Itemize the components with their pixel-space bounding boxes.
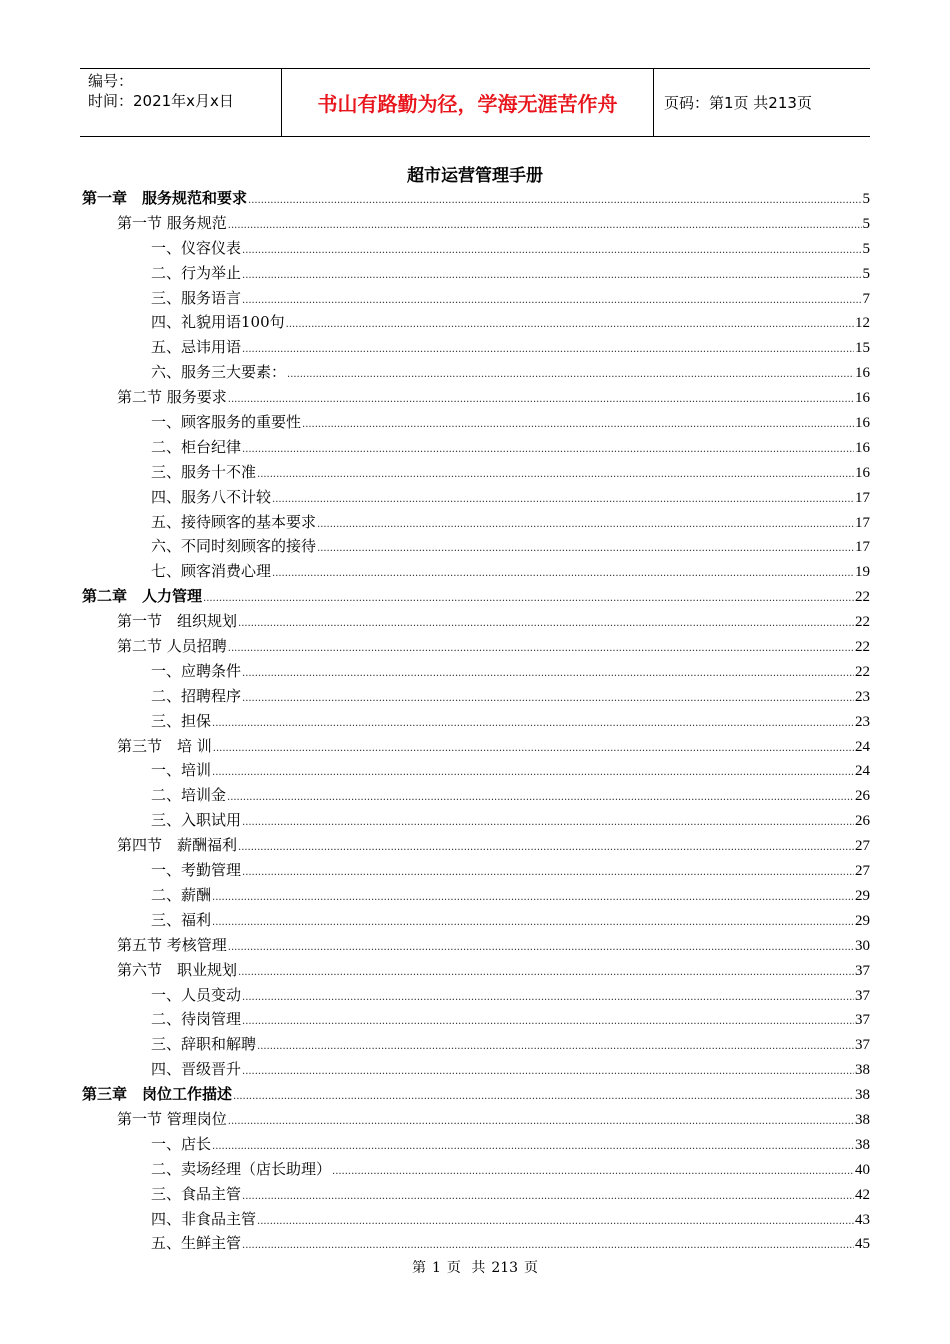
- toc-entry-page: 45: [855, 1236, 870, 1253]
- toc-entry[interactable]: [82, 933, 870, 958]
- toc-entry-page: 29: [855, 887, 870, 904]
- toc-entry-page: 37: [855, 987, 870, 1004]
- toc-entry-page: 5: [862, 191, 870, 207]
- toc-entry-title: 第一章 服务规范和要求: [82, 189, 248, 207]
- toc-leader-dots: [242, 986, 854, 1011]
- toc-leader-dots: [242, 687, 854, 712]
- toc-entry-page: 37: [855, 962, 870, 979]
- toc-leader-dots: [203, 587, 854, 612]
- footer-total-pages: 213: [491, 1260, 519, 1276]
- toc-entry[interactable]: [82, 983, 870, 1008]
- toc-entry-title: 二、卖场经理（店长助理）: [151, 1159, 332, 1178]
- toc-entry[interactable]: [82, 1182, 870, 1207]
- toc-entry-page: 26: [855, 813, 870, 830]
- toc-entry-title: 第二节 服务要求: [117, 388, 227, 407]
- toc-leader-dots: [287, 363, 854, 388]
- toc-entry-title: 二、薪酬: [151, 885, 212, 904]
- toc-leader-dots: [238, 961, 854, 986]
- toc-entry-page: 17: [855, 514, 870, 531]
- toc-leader-dots: [332, 1160, 854, 1185]
- toc-entry-title: 三、福利: [151, 910, 212, 929]
- toc-entry[interactable]: [82, 559, 870, 584]
- toc-entry-title: 四、服务八不计较: [151, 487, 272, 506]
- toc-entry-title: 二、行为举止: [151, 263, 242, 282]
- toc-entry-page: 5: [862, 265, 870, 282]
- toc-leader-dots: [272, 488, 854, 513]
- toc-entry[interactable]: [82, 261, 870, 286]
- toc-entry-title: 六、服务三大要素：: [151, 363, 287, 382]
- toc-entry-title: 一、店长: [151, 1134, 212, 1153]
- toc-entry-page: 30: [855, 937, 870, 954]
- toc-entry[interactable]: [82, 858, 870, 883]
- toc-entry[interactable]: [82, 609, 870, 634]
- toc-leader-dots: [242, 1010, 854, 1035]
- header-meta-cell: [80, 69, 282, 136]
- toc-entry[interactable]: [82, 584, 870, 609]
- toc-entry-page: 19: [855, 564, 870, 581]
- document-title: 超市运营管理手册: [407, 166, 543, 186]
- toc-leader-dots: [286, 313, 854, 338]
- toc-leader-dots: [317, 537, 854, 562]
- toc-entry-page: 24: [855, 738, 870, 755]
- toc-leader-dots: [242, 438, 854, 463]
- toc-entry[interactable]: [82, 485, 870, 510]
- toc-entry-page: 22: [855, 614, 870, 631]
- toc-entry[interactable]: [82, 758, 870, 783]
- toc-entry-page: 29: [855, 912, 870, 929]
- toc-entry-title: 三、担保: [151, 711, 212, 730]
- toc-entry[interactable]: [82, 958, 870, 983]
- toc-leader-dots: [212, 911, 854, 936]
- toc-entry-title: 四、晋级晋升: [151, 1060, 242, 1079]
- page-label-cell: [654, 69, 870, 136]
- toc-entry-page: 38: [855, 1087, 870, 1104]
- toc-leader-dots: [228, 936, 854, 961]
- toc-entry[interactable]: [82, 410, 870, 435]
- toc-entry-page: 17: [855, 489, 870, 506]
- toc-leader-dots: [227, 786, 854, 811]
- toc-entry-title: 一、人员变动: [151, 985, 242, 1004]
- toc-entry-page: 16: [855, 390, 870, 407]
- toc-entry-page: 27: [855, 838, 870, 855]
- toc-entry-page: 16: [855, 415, 870, 432]
- toc-leader-dots: [212, 712, 854, 737]
- toc-entry-title: 五、生鲜主管: [151, 1234, 242, 1253]
- toc-entry[interactable]: [82, 1207, 870, 1232]
- toc-leader-dots: [242, 1185, 854, 1210]
- toc-leader-dots: [242, 1234, 854, 1259]
- toc-entry-title: 三、入职试用: [151, 811, 242, 830]
- toc-entry-title: 二、招聘程序: [151, 686, 242, 705]
- toc-leader-dots: [248, 189, 861, 214]
- toc-entry-title: 二、待岗管理: [151, 1010, 242, 1029]
- toc-leader-dots: [242, 338, 854, 363]
- toc-entry-page: 42: [855, 1186, 870, 1203]
- toc-entry[interactable]: [82, 286, 870, 311]
- toc-entry[interactable]: [82, 236, 870, 261]
- toc-entry-page: 16: [855, 464, 870, 481]
- toc-leader-dots: [257, 1210, 854, 1235]
- toc-entry-title: 一、应聘条件: [151, 661, 242, 680]
- toc-leader-dots: [228, 637, 854, 662]
- toc-entry-title: 三、辞职和解聘: [151, 1035, 257, 1054]
- toc-leader-dots: [242, 239, 861, 264]
- toc-entry-title: 五、忌讳用语: [151, 338, 242, 357]
- toc-leader-dots: [242, 289, 861, 314]
- toc-entry[interactable]: [82, 460, 870, 485]
- toc-entry[interactable]: [82, 1082, 870, 1107]
- toc-entry-page: 12: [855, 315, 870, 332]
- toc-entry-title: 四、礼貌用语100句: [151, 313, 285, 332]
- toc-entry-title: 第二节 人员招聘: [117, 637, 227, 656]
- toc-entry-title: 一、顾客服务的重要性: [151, 413, 302, 432]
- toc-entry[interactable]: [82, 783, 870, 808]
- toc-entry-page: 23: [855, 688, 870, 705]
- toc-entry-title: 二、培训金: [151, 786, 227, 805]
- toc-entry-title: 三、服务语言: [151, 288, 242, 307]
- toc-entry[interactable]: [82, 1057, 870, 1082]
- toc-entry-page: 27: [855, 863, 870, 880]
- motto-cell: [282, 69, 654, 136]
- toc-leader-dots: [228, 214, 862, 239]
- toc-entry[interactable]: [82, 709, 870, 734]
- toc-leader-dots: [302, 413, 854, 438]
- toc-entry[interactable]: [82, 1132, 870, 1157]
- toc-entry-page: 23: [855, 713, 870, 730]
- toc-leader-dots: [228, 1110, 854, 1135]
- toc-entry-page: 5: [862, 215, 870, 232]
- toc-entry-page: 38: [855, 1062, 870, 1079]
- toc-leader-dots: [228, 388, 854, 413]
- toc-entry-title: 第三章 岗位工作描述: [82, 1085, 233, 1104]
- toc-entry[interactable]: [82, 684, 870, 709]
- toc-entry-page: 43: [855, 1211, 870, 1228]
- toc-leader-dots: [317, 513, 854, 538]
- header-table: [80, 68, 870, 137]
- toc-entry[interactable]: [82, 1032, 870, 1057]
- toc-entry-page: 15: [855, 340, 870, 357]
- toc-entry[interactable]: [82, 1231, 870, 1256]
- toc-entry-title: 第五节 考核管理: [117, 935, 227, 954]
- toc-entry-page: 26: [855, 788, 870, 805]
- toc-leader-dots: [242, 861, 854, 886]
- time-label: 时间：2021年x月x日: [88, 92, 234, 110]
- toc-entry[interactable]: [82, 1007, 870, 1032]
- toc-entry[interactable]: [82, 186, 870, 211]
- toc-entry[interactable]: [82, 310, 870, 335]
- toc-entry[interactable]: [82, 211, 870, 236]
- toc-entry-title: 第一节 管理岗位: [117, 1109, 227, 1128]
- footer-part: 页: [446, 1260, 461, 1276]
- toc-entry-page: 22: [855, 589, 870, 606]
- toc-entry-title: 六、不同时刻顾客的接待: [151, 537, 317, 556]
- toc-entry-title: 第四节 薪酬福利: [117, 836, 238, 855]
- toc-leader-dots: [242, 264, 861, 289]
- toc-entry-title: 第二章 人力管理: [82, 587, 203, 606]
- toc-leader-dots: [238, 836, 854, 861]
- toc-entry[interactable]: [82, 385, 870, 410]
- toc-entry[interactable]: [82, 808, 870, 833]
- toc-entry-title: 二、柜台纪律: [151, 437, 242, 456]
- toc-entry-title: 一、仪容仪表: [151, 238, 242, 257]
- table-of-contents: [82, 186, 870, 1256]
- page-footer: [0, 1257, 950, 1277]
- toc-leader-dots: [238, 612, 854, 637]
- toc-entry-page: 16: [855, 439, 870, 456]
- toc-entry-page: 16: [855, 365, 870, 382]
- toc-entry-title: 第六节 职业规划: [117, 960, 238, 979]
- toc-leader-dots: [242, 662, 854, 687]
- toc-entry[interactable]: [82, 883, 870, 908]
- toc-leader-dots: [233, 1085, 854, 1110]
- toc-entry-page: 38: [855, 1136, 870, 1153]
- toc-leader-dots: [213, 737, 854, 762]
- toc-entry-title: 四、非食品主管: [151, 1209, 257, 1228]
- toc-entry[interactable]: [82, 510, 870, 535]
- toc-entry-title: 七、顾客消费心理: [151, 562, 272, 581]
- toc-entry-page: 37: [855, 1012, 870, 1029]
- toc-entry[interactable]: [82, 908, 870, 933]
- toc-entry[interactable]: [82, 335, 870, 360]
- toc-entry[interactable]: [82, 360, 870, 385]
- toc-entry-page: 22: [855, 639, 870, 656]
- toc-leader-dots: [272, 562, 854, 587]
- footer-current-page: 1: [431, 1260, 441, 1276]
- toc-entry-page: 5: [862, 240, 870, 257]
- page-label: 页码：第1页 共213页: [664, 94, 812, 112]
- toc-entry-page: 24: [855, 763, 870, 780]
- toc-leader-dots: [242, 811, 854, 836]
- toc-entry-title: 第三节 培 训: [117, 736, 212, 755]
- motto-text: 书山有路勤为径，学海无涯苦作舟: [317, 92, 618, 116]
- toc-entry-title: 一、考勤管理: [151, 861, 242, 880]
- toc-entry[interactable]: [82, 833, 870, 858]
- toc-entry-title: 三、食品主管: [151, 1184, 242, 1203]
- toc-entry[interactable]: [82, 659, 870, 684]
- toc-entry-title: 第一节 组织规划: [117, 612, 238, 631]
- toc-entry-page: 17: [855, 539, 870, 556]
- toc-entry[interactable]: [82, 435, 870, 460]
- number-label: 编号：: [88, 72, 134, 90]
- toc-entry[interactable]: [82, 534, 870, 559]
- toc-entry[interactable]: [82, 1157, 870, 1182]
- toc-entry[interactable]: [82, 634, 870, 659]
- toc-entry-page: 7: [862, 290, 870, 307]
- toc-entry-page: 22: [855, 663, 870, 680]
- toc-leader-dots: [257, 1035, 854, 1060]
- toc-entry-page: 38: [855, 1111, 870, 1128]
- toc-entry[interactable]: [82, 734, 870, 759]
- toc-leader-dots: [212, 761, 854, 786]
- footer-part: 共: [471, 1260, 486, 1276]
- toc-entry-title: 一、培训: [151, 761, 212, 780]
- toc-leader-dots: [242, 1060, 854, 1085]
- toc-leader-dots: [212, 886, 854, 911]
- toc-entry-page: 40: [855, 1161, 870, 1178]
- toc-entry-title: 第一节 服务规范: [117, 213, 227, 232]
- toc-leader-dots: [257, 463, 854, 488]
- toc-entry-title: 五、接待顾客的基本要求: [151, 512, 317, 531]
- footer-part: 页: [524, 1260, 539, 1276]
- footer-part: 第: [411, 1260, 426, 1276]
- toc-entry-page: 37: [855, 1037, 870, 1054]
- toc-entry-title: 三、服务十不准: [151, 462, 257, 481]
- toc-entry[interactable]: [82, 1107, 870, 1132]
